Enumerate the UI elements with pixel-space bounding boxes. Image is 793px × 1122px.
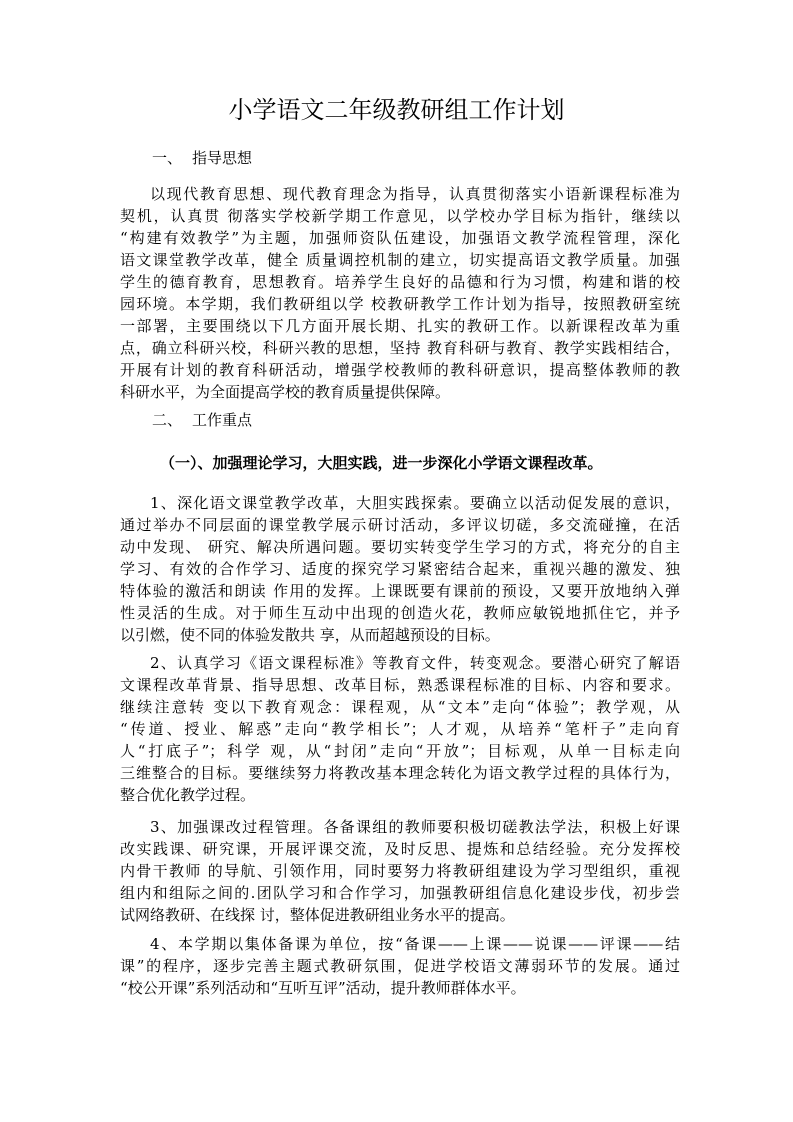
text-line: 点，确立科研兴校，科研兴教的思想，坚持 教育科研与教育、教学实践相结合，: [120, 339, 680, 357]
text-line: 学生的德育教育，思想教育。培养学生良好的品德和行为习惯，构建和谐的校: [120, 273, 680, 291]
text-line: 人“打底子”；科学 观，从“封闭”走向“开放”；目标观，从单一目标走向: [120, 742, 680, 760]
section-title: 指导思想: [192, 149, 253, 167]
text-line: 园环境。本学期，我们教研组以学 校教研教学工作计划为指导，按照教研室统: [120, 295, 680, 313]
text-line: 3、加强课改过程管理。各备课组的教师要积极切磋教法学法，积极上好课: [150, 818, 680, 836]
section-heading-work-focus: [152, 409, 252, 431]
text-line: 内骨干教师 的导航、引领作用，同时要努力将教研组建设为学习型组织，重视: [120, 862, 680, 880]
text-line: 以现代教育思想、现代教育理念为指导，认真贯彻落实小语新课程标准为: [150, 185, 680, 203]
text-line: 语文课堂教学改革，健全 质量调控机制的建立，切实提高语文教学质量。加强: [120, 251, 680, 269]
document-title: 小学语文二年级教研组工作计划: [228, 96, 565, 124]
text-line: 学习、有效的合作学习、适度的探究学习紧密结合起来，重视兴趣的激发、独: [120, 560, 680, 578]
text-line: 性灵活的生成。对于师生互动中出现的创造火花，教师应敏锐地抓住它，并予: [120, 604, 680, 622]
text-line: “传道、授业、解惑”走向“教学相长”；人才观，从培养“笔杆子”走向育: [120, 720, 680, 738]
paragraph-guiding-ideology: [120, 183, 680, 403]
paragraph-item-4: [120, 933, 680, 999]
text-line: “构建有效教学”为主题，加强师资队伍建设，加强语文教学流程管理，深化: [120, 229, 680, 247]
text-line: 整合优化教学过程。: [120, 786, 256, 804]
section-title: 工作重点: [192, 411, 253, 429]
subsection-heading: （一）、加强理论学习，大胆实践，进一步深化小学语文课程改革。: [160, 454, 603, 472]
paragraph-item-1: [120, 492, 680, 646]
text-line: 开展有计划的教育科研活动，增强学校教师的教科研意识，提高整体教师的教: [120, 361, 680, 379]
paragraph-item-3: [120, 816, 680, 926]
text-line: 课”的程序，逐步完善主题式教研氛围，促进学校语文薄弱环节的发展。通过: [120, 957, 680, 975]
section-number: 一、: [152, 149, 183, 167]
text-line: 契机，认真贯 彻落实学校新学期工作意见，以学校办学目标为指针，继续以: [120, 207, 680, 225]
text-line: 科研水平，为全面提高学校的教育质量提供保障。: [120, 383, 451, 401]
text-line: 改实践课、研究课，开展评课交流，及时反思、提炼和总结经验。充分发挥校: [120, 840, 680, 858]
text-line: 动中发现、 研究、解决所遇问题。要切实转变学生学习的方式，将充分的自主: [120, 538, 680, 556]
text-line: 组内和组际之间的.团队学习和合作学习，加强教研组信息化建设步伐，初步尝: [120, 884, 680, 902]
text-line: 继续注意转 变以下教育观念：课程观，从“文本”走向“体验”；教学观，从: [120, 698, 680, 716]
text-line: “校公开课”系列活动和“互听互评”活动，提升教师群体水平。: [120, 979, 526, 997]
section-heading-guiding-ideology: [152, 147, 252, 169]
text-line: 以引燃，使不同的体验发散共 享，从而超越预设的目标。: [120, 626, 500, 644]
text-line: 特体验的激活和朗读 作用的发挥。上课既要有课前的预设，又要开放地纳入弹: [120, 582, 680, 600]
text-line: 一部署，主要围绕以下几方面开展长期、扎实的教研工作。以新课程改革为重: [120, 317, 680, 335]
text-line: 通过举办不同层面的课堂教学展示研讨活动，多评议切磋，多交流碰撞，在活: [120, 516, 680, 534]
text-line: 2、认真学习《语文课程标准》等教育文件，转变观念。要潜心研究了解语: [150, 654, 680, 672]
text-line: 1、深化语文课堂教学改革，大胆实践探索。要确立以活动促发展的意识，: [150, 494, 680, 512]
text-line: 文课程改革背景、指导思想、改革目标，熟悉课程标准的目标、内容和要求。: [120, 676, 680, 694]
text-line: 4、本学期以集体备课为单位，按“备课——上课——说课——评课——结: [150, 935, 680, 953]
text-line: 试网络教研、在线探 讨，整体促进教研组业务水平的提高。: [120, 906, 515, 924]
text-line: 三维整合的目标。要继续努力将教改基本理念转化为语文教学过程的具体行为，: [120, 764, 680, 782]
paragraph-item-2: [120, 652, 680, 806]
section-number: 二、: [152, 411, 183, 429]
